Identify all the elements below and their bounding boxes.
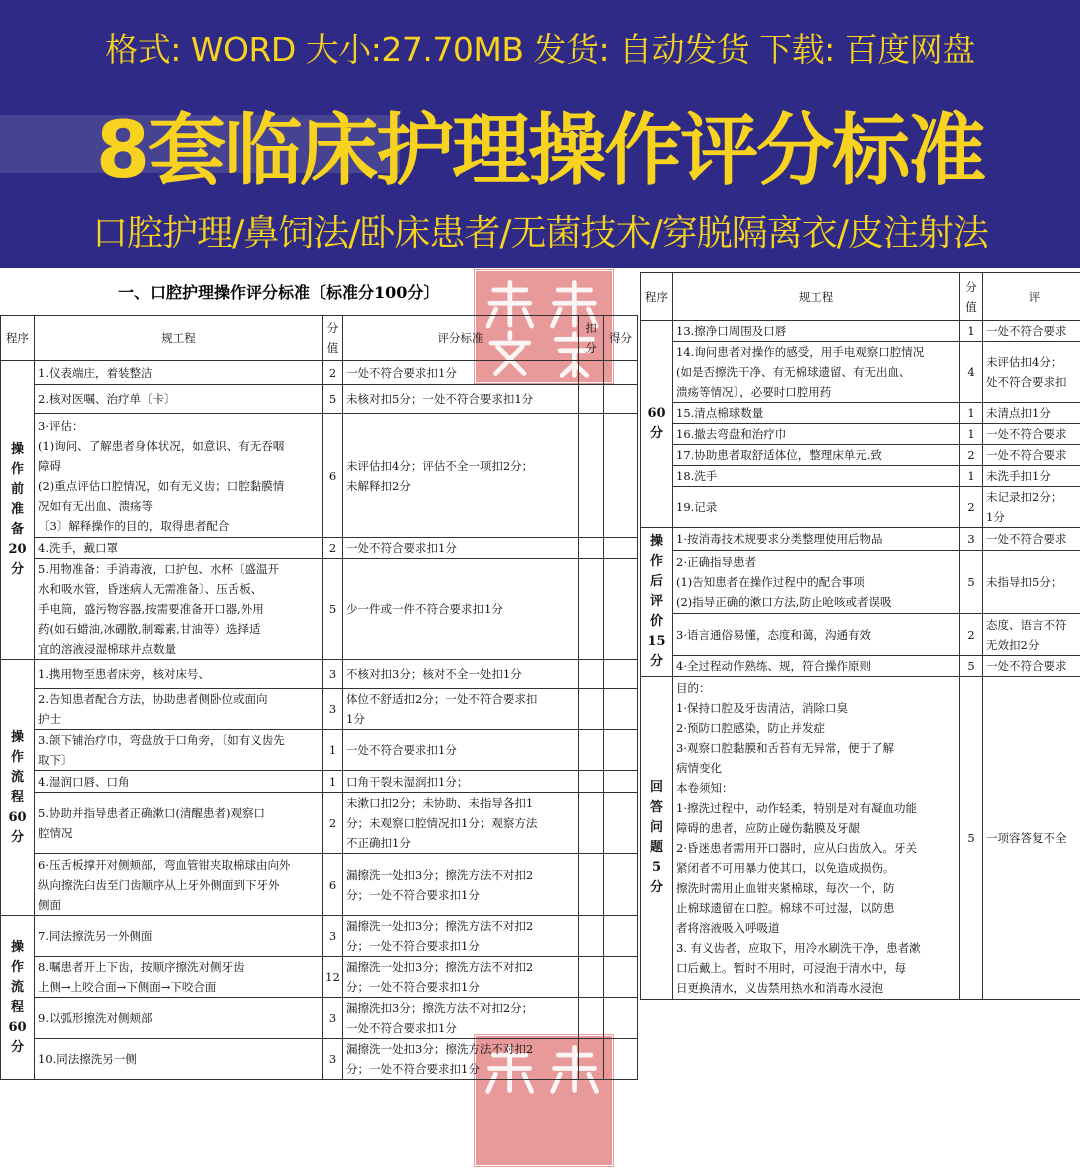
right-score-table xyxy=(640,272,1080,1000)
table-row xyxy=(1,361,638,385)
step-cell: 1.携用物至患者床旁，核对床号、 xyxy=(35,660,323,689)
criteria-cell: 未记录扣2分； 1分 xyxy=(983,487,1080,528)
table-header-row xyxy=(641,273,1080,321)
score-cell: 3 xyxy=(323,1039,343,1080)
step-cell: 5.用物准备：手消毒液，口护包、水杯〔盛温开 水和吸水管，昏迷病人无需准备〕、压舌板、 手电筒，盛污物容器,按需要准备开口器,外用 药(如石蜡油,冰硼散,制霉素,甘油等）选择适 宜的溶液浸湿棉球并点数量 xyxy=(35,559,323,660)
criteria-cell: 体位不舒适扣2分；一处不符合要求扣 1分 xyxy=(343,689,579,730)
table-row xyxy=(1,854,638,916)
earned-cell xyxy=(604,730,638,771)
table-row xyxy=(1,916,638,957)
criteria-cell: 一处不符合要求 xyxy=(983,445,1080,466)
deduct-cell xyxy=(579,957,604,998)
step-cell: 18.洗手 xyxy=(673,466,960,487)
step-cell: 10.同法擦洗另一侧 xyxy=(35,1039,323,1080)
earned-cell xyxy=(604,414,638,538)
header-earned: 得分 xyxy=(604,316,638,361)
step-cell: 2.告知患者配合方法，协助患者侧卧位或面向 护士 xyxy=(35,689,323,730)
score-cell: 5 xyxy=(960,551,983,614)
header-score: 分 值 xyxy=(960,273,983,321)
score-cell: 5 xyxy=(323,385,343,414)
table-row xyxy=(1,1039,638,1080)
deduct-cell xyxy=(579,771,604,793)
earned-cell xyxy=(604,385,638,414)
table-row xyxy=(641,677,1080,1000)
criteria-cell: 少一件或一件不符合要求扣1分 xyxy=(343,559,579,660)
step-cell: 4.湿润口唇、口角 xyxy=(35,771,323,793)
earned-cell xyxy=(604,559,638,660)
score-cell: 1 xyxy=(323,730,343,771)
criteria-cell: 未评估扣4分；评估不全一项扣2分； 未解释扣2分 xyxy=(343,414,579,538)
table-row xyxy=(641,321,1080,342)
table-row xyxy=(1,730,638,771)
earned-cell xyxy=(604,771,638,793)
score-cell: 2 xyxy=(960,445,983,466)
criteria-cell: 未洗手扣1分 xyxy=(983,466,1080,487)
section-label: 操 作 流 程 60 分 xyxy=(1,660,35,916)
criteria-cell: 一处不符合要求 xyxy=(983,528,1080,551)
table-row xyxy=(1,538,638,559)
criteria-cell: 一项容答复不全 xyxy=(983,677,1080,1000)
table-header-row xyxy=(1,316,638,361)
table-row xyxy=(1,559,638,660)
step-cell: 4.洗手，戴口罩 xyxy=(35,538,323,559)
step-cell: 7.同法擦洗另一外侧面 xyxy=(35,916,323,957)
headline: 8套临床护理操作评分标准 xyxy=(0,88,1080,200)
score-cell: 6 xyxy=(323,854,343,916)
earned-cell xyxy=(604,854,638,916)
section-label: 60 分 xyxy=(641,321,673,528)
criteria-cell: 漏擦洗扣3分；擦洗方法不对扣2分； 一处不符合要求扣1分 xyxy=(343,998,579,1039)
table-row xyxy=(1,771,638,793)
criteria-cell: 一处不符合要求 xyxy=(983,424,1080,445)
deduct-cell xyxy=(579,1039,604,1080)
earned-cell xyxy=(604,538,638,559)
deduct-cell xyxy=(579,385,604,414)
score-cell: 1 xyxy=(960,321,983,342)
deduct-cell xyxy=(579,916,604,957)
step-cell: 2.核对医嘱、治疗单〔卡〕 xyxy=(35,385,323,414)
table-row xyxy=(641,445,1080,466)
table-row xyxy=(1,793,638,854)
table-row xyxy=(1,660,638,689)
step-cell: 13.擦净口周围及口唇 xyxy=(673,321,960,342)
table-row xyxy=(641,403,1080,424)
score-cell: 4 xyxy=(960,342,983,403)
left-score-table xyxy=(0,315,638,1080)
header-criteria: 评分标准 xyxy=(343,316,579,361)
table-row xyxy=(641,342,1080,403)
table-row xyxy=(641,614,1080,656)
promo-banner xyxy=(0,0,1080,268)
deduct-cell xyxy=(579,414,604,538)
header-criteria: 评 xyxy=(983,273,1080,321)
earned-cell xyxy=(604,793,638,854)
criteria-cell: 态度、语言不符 无效扣2分 xyxy=(983,614,1080,656)
document-title: 一、口腔护理操作评分标准〔标准分100分〕 xyxy=(118,280,439,303)
score-cell: 3 xyxy=(960,528,983,551)
step-cell: 2·正确指导患者 (1)告知患者在操作过程中的配合事项 (2)指导正确的漱口方法,防止呛咳或者误吸 xyxy=(673,551,960,614)
table-row xyxy=(641,487,1080,528)
score-cell: 2 xyxy=(323,793,343,854)
table-row xyxy=(1,957,638,998)
step-cell: 19.记录 xyxy=(673,487,960,528)
deduct-cell xyxy=(579,793,604,854)
score-cell: 1 xyxy=(960,403,983,424)
criteria-cell: 未指导扣5分； xyxy=(983,551,1080,614)
criteria-cell: 一处不符合要求 xyxy=(983,321,1080,342)
criteria-cell: 未漱口扣2分；未协助、未指导各扣1 分；未观察口腔情况扣1分；观察方法 不正确扣1分 xyxy=(343,793,579,854)
score-cell: 5 xyxy=(960,656,983,677)
criteria-cell: 漏擦洗一处扣3分；擦洗方法不对扣2 分；一处不符合要求扣1分 xyxy=(343,916,579,957)
score-cell: 2 xyxy=(323,538,343,559)
section-label: 回 答 问 题 5 分 xyxy=(641,677,673,1000)
table-row xyxy=(641,466,1080,487)
table-row xyxy=(1,414,638,538)
score-cell: 3 xyxy=(323,998,343,1039)
criteria-cell: 一处不符合要求 xyxy=(983,656,1080,677)
score-cell: 5 xyxy=(960,677,983,1000)
score-cell: 1 xyxy=(960,424,983,445)
header-procedure: 程序 xyxy=(641,273,673,321)
score-cell: 1 xyxy=(960,466,983,487)
header-procedure: 程序 xyxy=(1,316,35,361)
table-row xyxy=(1,385,638,414)
topics-line: 口腔护理/鼻饲法/卧床患者/无菌技术/穿脱隔离衣/皮注射法 xyxy=(0,205,1080,256)
header-steps: 规工程 xyxy=(35,316,323,361)
deduct-cell xyxy=(579,361,604,385)
step-cell: 15.清点棉球数量 xyxy=(673,403,960,424)
score-cell: 1 xyxy=(323,771,343,793)
earned-cell xyxy=(604,998,638,1039)
criteria-cell: 未评估扣4分； 处不符合要求扣 xyxy=(983,342,1080,403)
step-cell: 16.撤去弯盘和治疗巾 xyxy=(673,424,960,445)
section-label: 操 作 后 评 价 15 分 xyxy=(641,528,673,677)
deduct-cell xyxy=(579,730,604,771)
deduct-cell xyxy=(579,998,604,1039)
table-row xyxy=(641,656,1080,677)
step-cell: 3·评估： (1)询问、了解患者身体状况，如意识、有无吞咽 障碍 (2)重点评估口腔情况，如有无义齿；口腔黏膜情 况如有无出血、溃疡等 〔3〕解释操作的目的，取得患者配合 xyxy=(35,414,323,538)
criteria-cell: 一处不符合要求扣1分 xyxy=(343,730,579,771)
step-cell: 8.嘱患者开上下齿，按顺序擦洗对侧牙齿 上侧→上咬合面→下侧面→下咬合面 xyxy=(35,957,323,998)
table-row xyxy=(641,528,1080,551)
criteria-cell: 漏擦洗一处扣3分；擦洗方法不对扣2 分；一处不符合要求扣1分 xyxy=(343,957,579,998)
step-cell: 17.协助患者取舒适体位，整理床单元.致 xyxy=(673,445,960,466)
earned-cell xyxy=(604,361,638,385)
table-row xyxy=(1,689,638,730)
earned-cell xyxy=(604,660,638,689)
criteria-cell: 未清点扣1分 xyxy=(983,403,1080,424)
criteria-cell: 一处不符合要求扣1分 xyxy=(343,361,579,385)
header-score: 分 值 xyxy=(323,316,343,361)
score-cell: 5 xyxy=(323,559,343,660)
earned-cell xyxy=(604,916,638,957)
score-cell: 3 xyxy=(323,689,343,730)
deduct-cell xyxy=(579,559,604,660)
step-cell: 5.协助并指导患者正确漱口(清醒患者)观察口 腔情况 xyxy=(35,793,323,854)
table-row xyxy=(1,998,638,1039)
file-info-line: 格式: WORD 大小:27.70MB 发货: 自动发货 下载: 百度网盘 xyxy=(0,24,1080,71)
section-label: 操 作 前 准 备 20 分 xyxy=(1,361,35,660)
step-cell: 1.仪表端庄，着装整洁 xyxy=(35,361,323,385)
deduct-cell xyxy=(579,854,604,916)
deduct-cell xyxy=(579,689,604,730)
criteria-cell: 未核对扣5分；一处不符合要求扣1分 xyxy=(343,385,579,414)
step-cell: 9.以弧形擦洗对侧颊部 xyxy=(35,998,323,1039)
step-cell: 3·语言通俗易懂，态度和蔼，沟通有效 xyxy=(673,614,960,656)
step-cell: 14.询问患者对操作的感受，用手电观察口腔情况 (如是否擦洗干净、有无棉球遗留、有无出血、 溃疡等情况〕，必要时口腔用药 xyxy=(673,342,960,403)
score-cell: 6 xyxy=(323,414,343,538)
criteria-cell: 口角干裂未湿润扣1分； xyxy=(343,771,579,793)
score-cell: 2 xyxy=(960,614,983,656)
earned-cell xyxy=(604,689,638,730)
score-cell: 2 xyxy=(323,361,343,385)
earned-cell xyxy=(604,1039,638,1080)
earned-cell xyxy=(604,957,638,998)
score-cell: 2 xyxy=(960,487,983,528)
deduct-cell xyxy=(579,538,604,559)
criteria-cell: 一处不符合要求扣1分 xyxy=(343,538,579,559)
step-cell: 1·按消毒技术规要求分类整理使用后物品 xyxy=(673,528,960,551)
step-cell: 6·压舌板撑开对侧颊部，弯血管钳夹取棉球由向外 纵向擦洗臼齿至门齿顺序从上牙外侧面到下牙外 侧面 xyxy=(35,854,323,916)
step-cell: 4·全过程动作熟练、规，符合操作原则 xyxy=(673,656,960,677)
score-cell: 3 xyxy=(323,660,343,689)
step-cell: 目的： 1·保持口腔及牙齿清洁，消除口臭 2·预防口腔感染，防止并发症 3·观察口腔黏膜和舌苔有无异常，便于了解 病情变化 本卷须知： 1·擦洗过程中，动作轻柔，特别是对有凝血功能 障碍的患者，应防止碰伤黏膜及牙龈 2·昏迷患者需用开口器时，应从臼齿放入。牙关 紧闭者不可用暴力使其口，以免造成损伤。 擦洗时需用止血钳夹紧棉球，每次一个，防 止棉球遗留在口腔。棉球不可过湿，以防患 者将溶液吸入呼吸道 3. 有义齿者，应取下，用冷水刷洗干净，患者漱 口后戴上。暂时不用时，可浸泡于清水中，每 日更换清水，义齿禁用热水和消毒水浸泡 xyxy=(673,677,960,1000)
criteria-cell: 不核对扣3分；核对不全一处扣1分 xyxy=(343,660,579,689)
score-cell: 12 xyxy=(323,957,343,998)
header-deduct: 扣分 xyxy=(579,316,604,361)
table-row xyxy=(641,551,1080,614)
score-cell: 3 xyxy=(323,916,343,957)
table-row xyxy=(641,424,1080,445)
header-steps: 规工程 xyxy=(673,273,960,321)
deduct-cell xyxy=(579,660,604,689)
section-label: 操 作 流 程 60 分 xyxy=(1,916,35,1080)
step-cell: 3.颌下铺治疗巾，弯盘放于口角旁，〔如有义齿先 取下〕 xyxy=(35,730,323,771)
criteria-cell: 漏擦洗一处扣3分；擦洗方法不对扣2 分；一处不符合要求扣1分 xyxy=(343,1039,579,1080)
criteria-cell: 漏擦洗一处扣3分；擦洗方法不对扣2 分；一处不符合要求扣1分 xyxy=(343,854,579,916)
